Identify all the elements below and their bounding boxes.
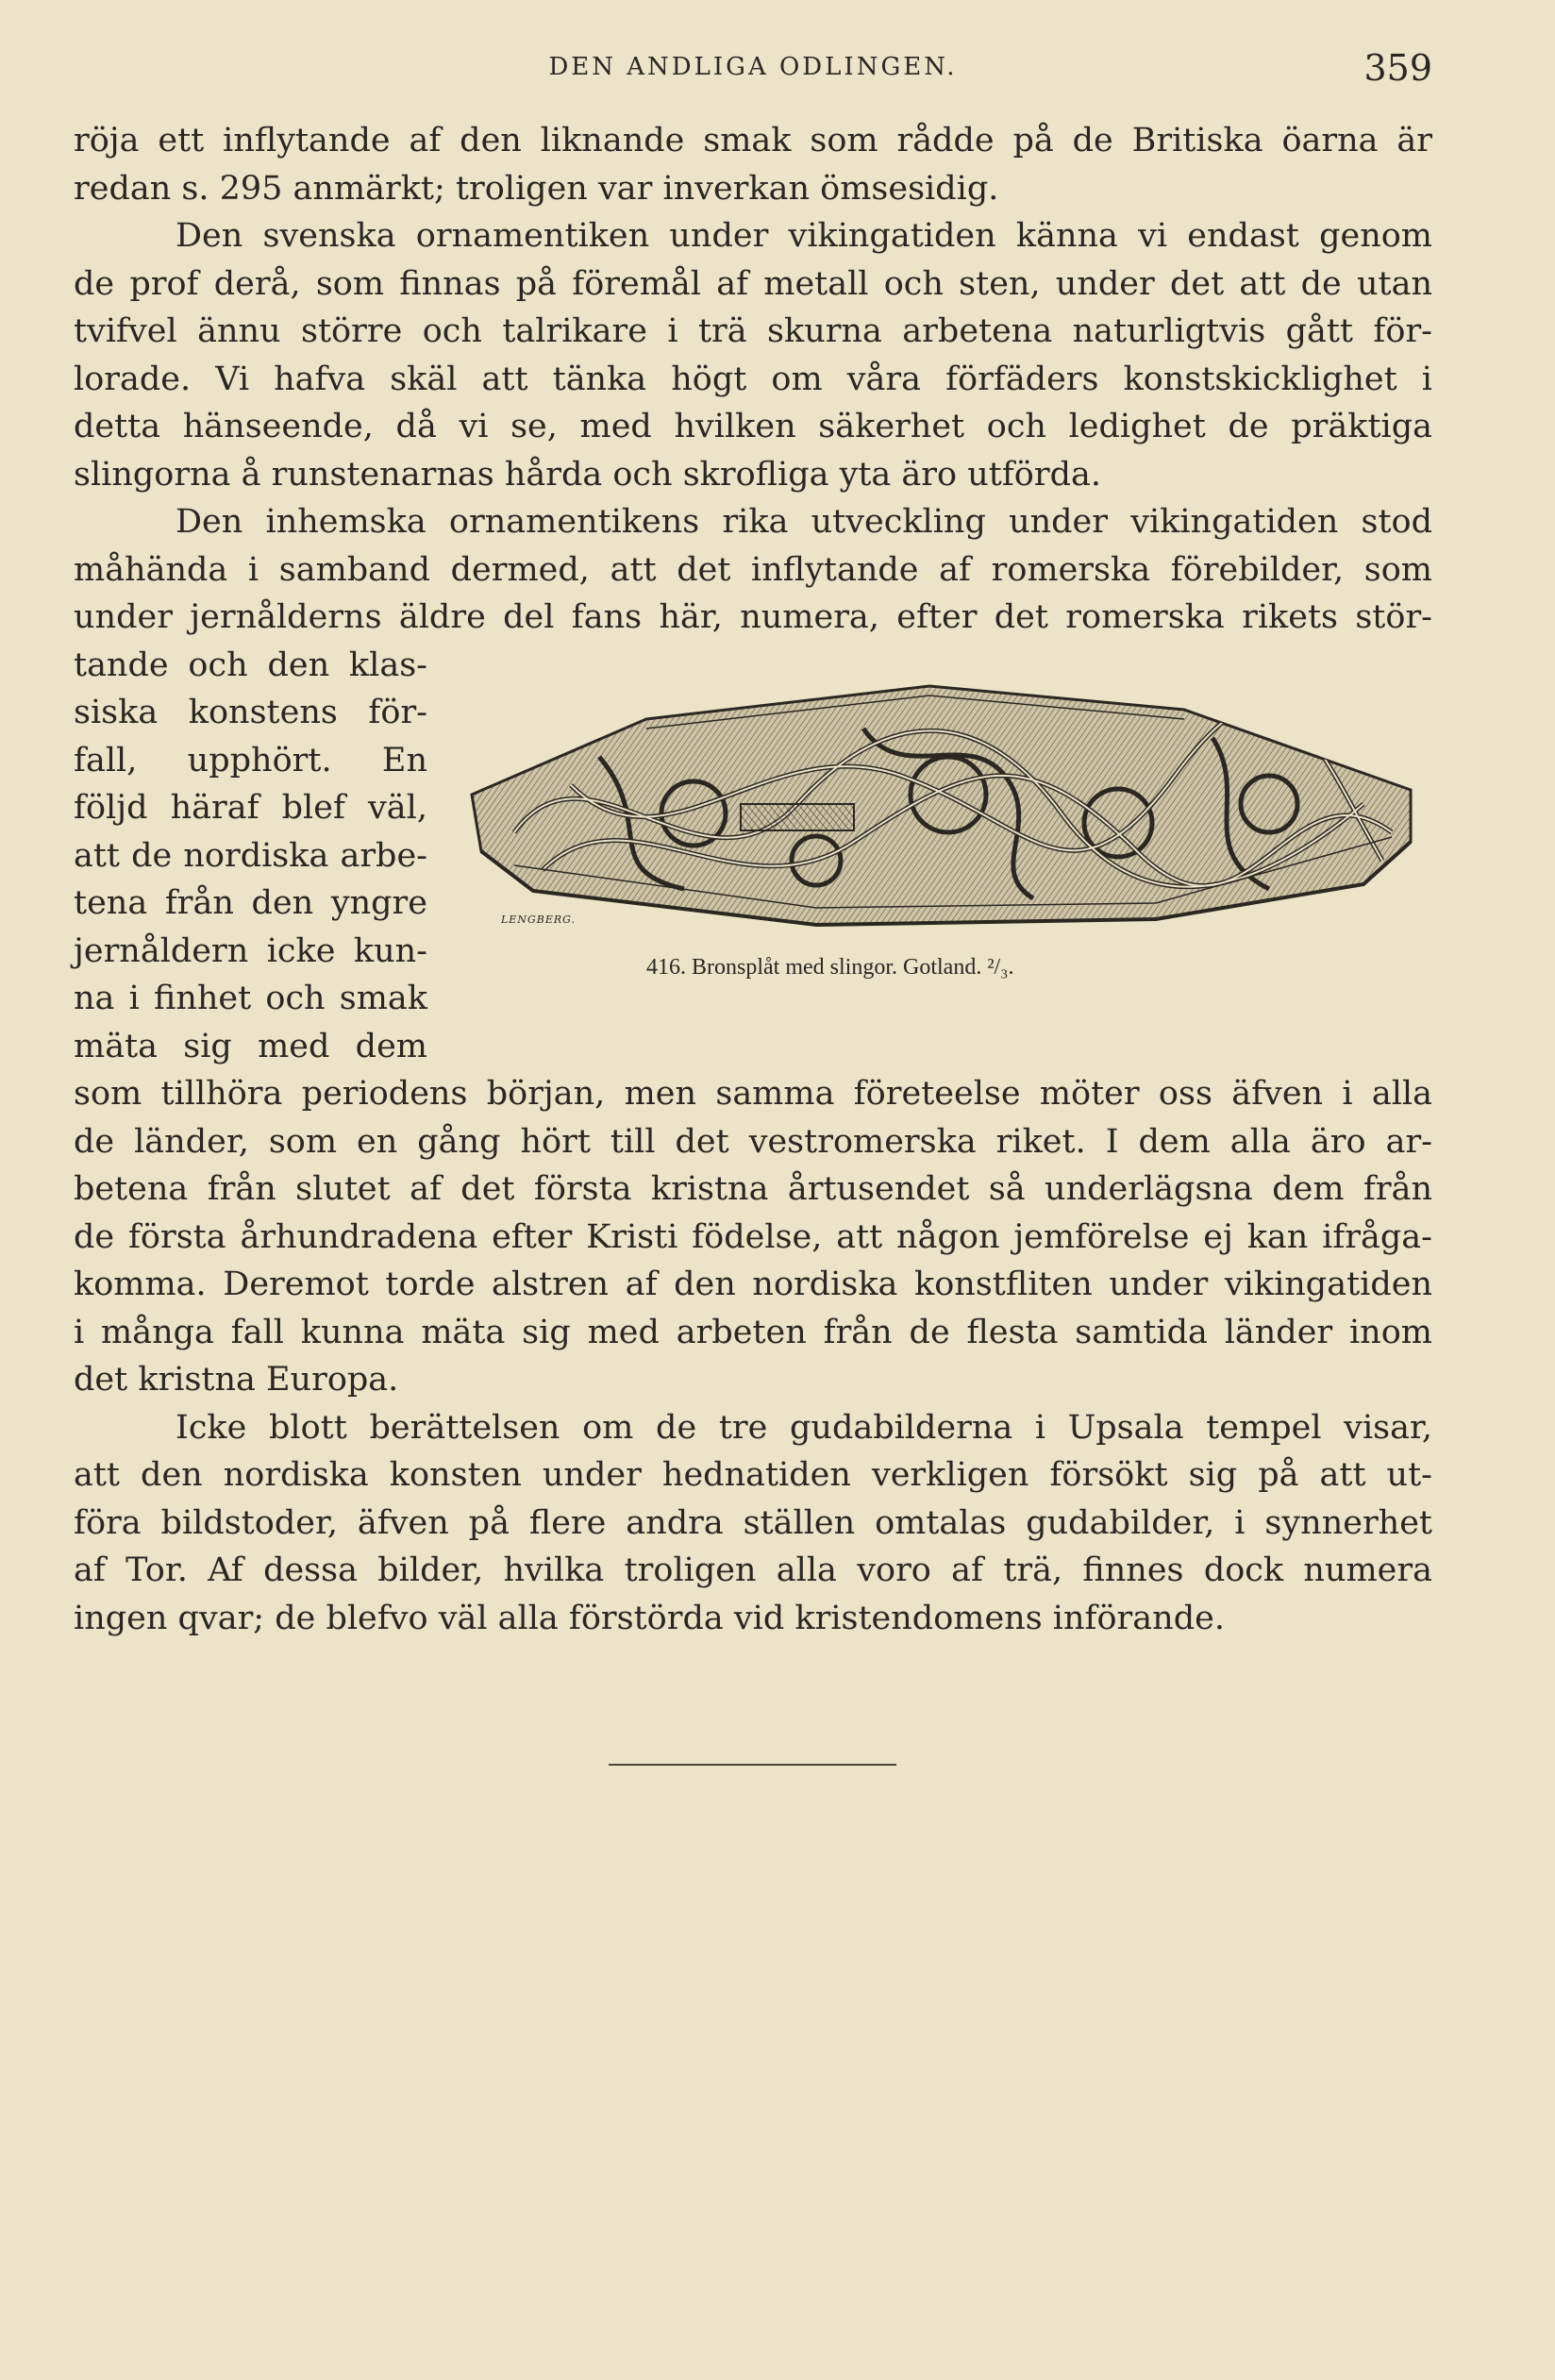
text-line: röja ett inflytande af den liknande smak som rådde på de Britiska öarna är [74,122,1432,159]
text-line: de länder, som en gång hört till det vestromerska riket. I dem alla äro ar- [74,1122,1432,1161]
text-line: mäta sig med dem [74,1027,427,1065]
text-line: Icke blott berättelsen om de tre gudabilderna i Upsala tempel visar, [176,1408,1432,1447]
text-line: Den svenska ornamentiken under vikingatiden känna vi endast genom [176,217,1432,255]
text-line: tvifvel ännu större och talrikare i trä skurna arbetena naturligtvis gått för- [74,312,1432,350]
text-line: ingen qvar; de blefvo väl alla förstörda vid kristendomens införande. [74,1599,1225,1637]
text-line: som tillhöra periodens början, men samma företeelse möter oss äfven i alla [74,1075,1432,1113]
text-line: följd häraf blef väl, [74,789,427,827]
text-line: lorade. Vi hafva skäl att tänka högt om våra förfäders konstskicklighet i [74,360,1432,398]
text-line: de första århundradena efter Kristi födelse, att någon jemförelse ej kan ifråga- [74,1217,1432,1256]
text-line: detta hänseende, då vi se, med hvilken säkerhet och ledighet de präktiga [74,408,1432,445]
page-header [74,47,1432,94]
text-line: slingorna å runstenarnas hårda och skrofliga yta äro utförda. [74,455,1101,494]
text-line: de prof derå, som finnas på föremål af metall och sten, under det att de utan [74,264,1432,303]
engraver-signature: LENGBERG. [501,913,577,926]
text-line: betena från slutet af det första kristna årtusendet så underlägsna dem från [74,1170,1432,1208]
text-line: i många fall kunna mäta sig med arbeten från de flesta samtida länder inom [74,1313,1432,1351]
page-number: 359 [1363,47,1432,89]
text-line: tena från den yngre [74,884,427,922]
running-title: DEN ANDLIGA ODLINGEN. [548,53,958,81]
bronze-plate-illustration [458,672,1425,955]
text-line: na i finhet och smak [74,980,427,1017]
text-line: Den inhemska ornamentikens rika utveckling under vikingatiden stod [176,503,1432,541]
text-line: fall, upphört. En [74,741,427,779]
figure-bronze-plate [458,672,1425,1012]
text-line: redan s. 295 anmärkt; troligen var inverkan ömsesidig. [74,169,999,208]
text-line: jernåldern icke kun- [74,931,427,970]
section-divider [609,1764,896,1766]
figure-caption: 416. Bronsplåt med slingor. Gotland. ²/₃. [646,955,1014,980]
text-line: af Tor. Af dessa bilder, hvilka troligen alla voro af trä, finnes dock numera [74,1551,1432,1589]
text-line: siska konstens för- [74,694,427,731]
text-line: det kristna Europa. [74,1361,399,1399]
text-line: under jernålderns äldre del fans här, numera, efter det romerska rikets stör- [74,598,1432,636]
text-line: komma. Deremot torde alstren af den nordiska konstfliten under vikingatiden [74,1265,1432,1303]
text-line: tande och den klas- [74,645,427,684]
text-line: föra bildstoder, äfven på flere andra ställen omtalas gudabilder, i synnerhet [74,1503,1432,1542]
text-line: måhända i samband dermed, att det inflytande af romerska förebilder, som [74,550,1432,589]
text-line: att den nordiska konsten under hednatiden verkligen försökt sig på att ut- [74,1456,1432,1494]
text-line: att de nordiska arbe- [74,836,427,875]
